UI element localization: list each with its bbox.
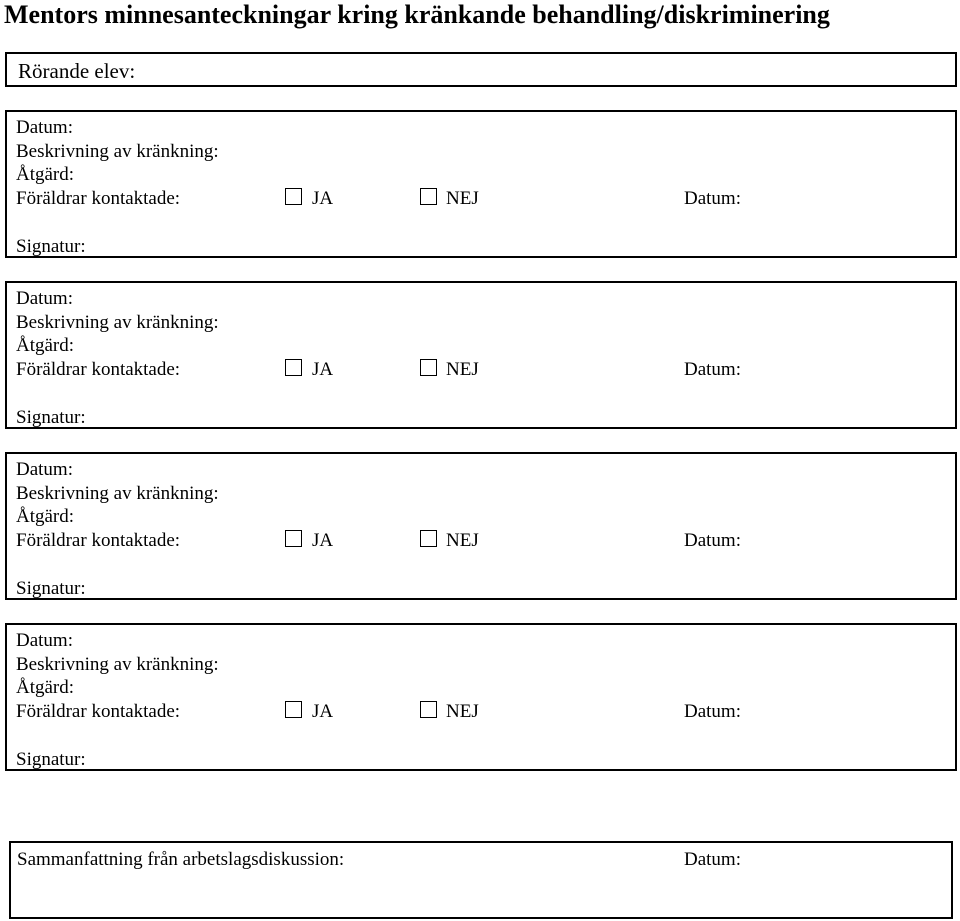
yes-checkbox[interactable]: [285, 188, 302, 205]
contact-date-field[interactable]: Datum:: [684, 530, 741, 551]
summary-date-field[interactable]: Datum:: [684, 849, 741, 870]
no-label: NEJ: [446, 530, 479, 551]
yes-label: JA: [312, 530, 334, 551]
action-field[interactable]: Åtgärd:: [16, 506, 75, 527]
yes-label: JA: [312, 188, 334, 209]
signature-field[interactable]: Signatur:: [16, 578, 86, 599]
description-field[interactable]: Beskrivning av kränkning:: [16, 141, 219, 162]
signature-field[interactable]: Signatur:: [16, 749, 86, 770]
parents-contacted-label: Föräldrar kontaktade:: [16, 530, 181, 551]
student-label: Rörande elev:: [18, 59, 136, 83]
no-checkbox[interactable]: [420, 701, 437, 718]
student-field[interactable]: [5, 52, 957, 87]
action-field[interactable]: Åtgärd:: [16, 335, 75, 356]
parents-contacted-label: Föräldrar kontaktade:: [16, 359, 181, 380]
no-checkbox[interactable]: [420, 530, 437, 547]
no-checkbox[interactable]: [420, 188, 437, 205]
yes-checkbox[interactable]: [285, 359, 302, 376]
yes-label: JA: [312, 359, 334, 380]
incident-entry: [5, 623, 957, 771]
no-label: NEJ: [446, 188, 479, 209]
yes-checkbox[interactable]: [285, 701, 302, 718]
contact-date-field[interactable]: Datum:: [684, 701, 741, 722]
parents-contacted-label: Föräldrar kontaktade:: [16, 188, 181, 209]
no-checkbox[interactable]: [420, 359, 437, 376]
summary-field[interactable]: [9, 841, 953, 919]
date-field[interactable]: Datum:: [16, 630, 73, 651]
yes-label: JA: [312, 701, 334, 722]
contact-date-field[interactable]: Datum:: [684, 188, 741, 209]
contact-date-field[interactable]: Datum:: [684, 359, 741, 380]
date-field[interactable]: Datum:: [16, 117, 73, 138]
action-field[interactable]: Åtgärd:: [16, 164, 75, 185]
incident-entry: [5, 452, 957, 600]
incident-entry: [5, 281, 957, 429]
date-field[interactable]: Datum:: [16, 288, 73, 309]
description-field[interactable]: Beskrivning av kränkning:: [16, 483, 219, 504]
signature-field[interactable]: Signatur:: [16, 236, 86, 257]
no-label: NEJ: [446, 701, 479, 722]
description-field[interactable]: Beskrivning av kränkning:: [16, 312, 219, 333]
action-field[interactable]: Åtgärd:: [16, 677, 75, 698]
parents-contacted-label: Föräldrar kontaktade:: [16, 701, 181, 722]
signature-field[interactable]: Signatur:: [16, 407, 86, 428]
no-label: NEJ: [446, 359, 479, 380]
yes-checkbox[interactable]: [285, 530, 302, 547]
summary-label: Sammanfattning från arbetslagsdiskussion:: [17, 849, 345, 870]
page-title: Mentors minnesanteckningar kring kränkande behandling/diskriminering: [4, 0, 830, 29]
date-field[interactable]: Datum:: [16, 459, 73, 480]
incident-entry: [5, 110, 957, 258]
description-field[interactable]: Beskrivning av kränkning:: [16, 654, 219, 675]
